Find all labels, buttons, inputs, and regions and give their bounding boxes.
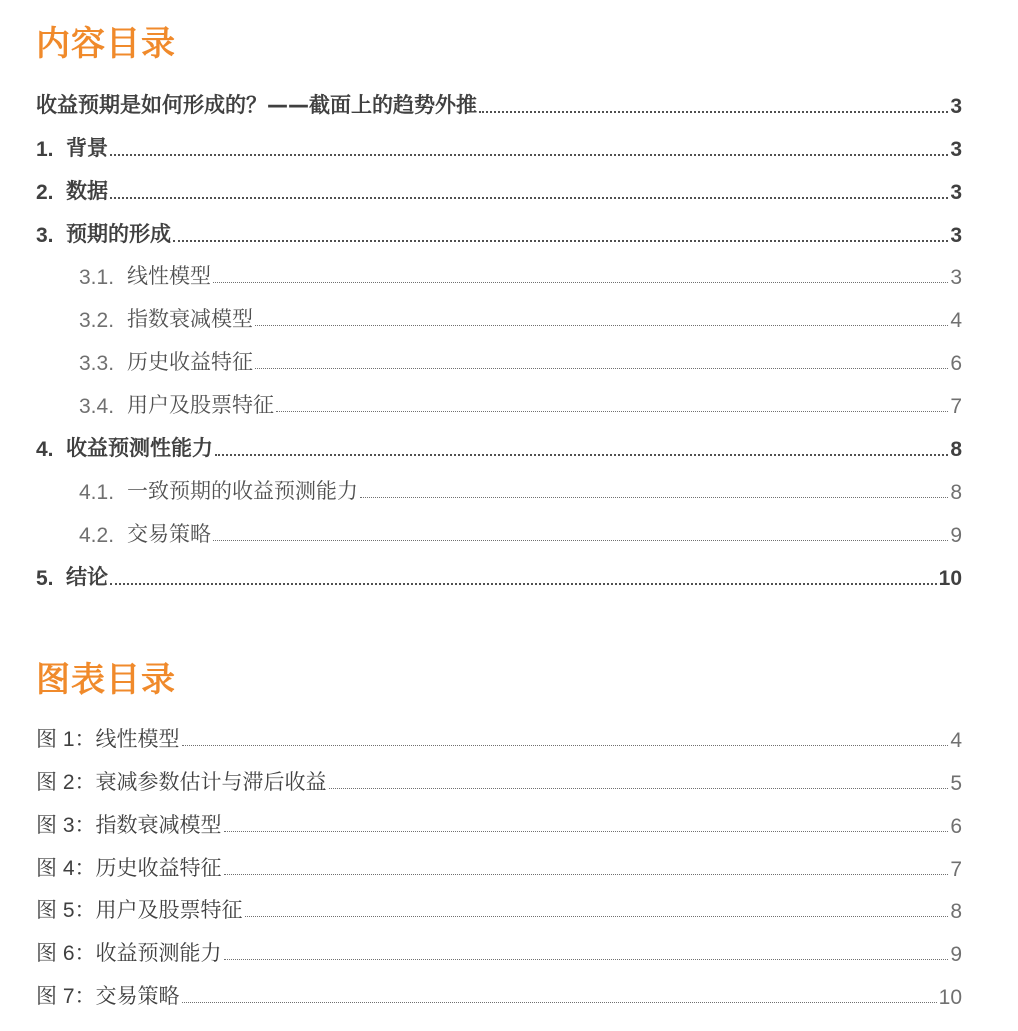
toc-entry-page: 4: [950, 309, 962, 333]
toc-entry-label: 交易策略: [127, 521, 211, 546]
toc-entry-label: 指数衰减模型: [127, 307, 253, 332]
dot-leader: [213, 282, 948, 283]
figures-title: 图表目录: [36, 660, 176, 700]
toc-entry-label: 历史收益特征: [127, 350, 253, 375]
figure-entry[interactable]: [36, 796, 962, 839]
toc-entry-label: 用户及股票特征: [127, 393, 274, 418]
figure-entry[interactable]: [36, 882, 962, 925]
figure-entry-page: 10: [938, 986, 962, 1010]
figure-entry[interactable]: [36, 924, 962, 967]
figures-list: [36, 710, 962, 1010]
dot-leader: [276, 411, 948, 412]
figure-entry-label: 指数衰减模型: [95, 812, 222, 837]
toc-entry-page: 7: [950, 395, 962, 419]
figure-entry-page: 8: [950, 900, 962, 924]
toc-entry-number: 3.1.: [79, 266, 115, 290]
dot-leader: [215, 454, 948, 456]
toc-entry-number: 1.: [36, 137, 54, 161]
toc-entry[interactable]: [36, 548, 962, 591]
figure-entry[interactable]: [36, 967, 962, 1010]
figure-entry-label: 用户及股票特征: [95, 898, 243, 923]
dot-leader: [224, 874, 949, 875]
toc-entry[interactable]: [36, 162, 962, 205]
toc-entry-label: 预期的形成: [66, 221, 171, 246]
dot-leader: [245, 916, 949, 917]
toc-subentry[interactable]: [36, 290, 962, 333]
dot-leader: [182, 745, 949, 746]
dot-leader: [110, 583, 937, 585]
figure-entry-number: 图 2：: [36, 770, 96, 794]
figure-entry-page: 9: [950, 943, 962, 967]
toc-subentry[interactable]: [36, 505, 962, 548]
toc-entry-label: 一致预期的收益预测能力: [127, 478, 358, 503]
dot-leader: [182, 1002, 937, 1003]
figure-entry-label: 衰减参数估计与滞后收益: [95, 769, 327, 794]
toc-subentry[interactable]: [36, 333, 962, 376]
toc-entry-number: 3.: [36, 223, 54, 247]
figure-entry-label: 线性模型: [95, 726, 180, 751]
toc-entry-number: 4.1.: [79, 480, 115, 504]
dot-leader: [255, 368, 948, 369]
toc-entry-page: 3: [950, 223, 962, 247]
figure-entry-page: 5: [950, 771, 962, 795]
toc-entry-label: 线性模型: [127, 264, 211, 289]
figure-entry[interactable]: [36, 710, 962, 753]
toc-entry-page: 3: [950, 137, 962, 161]
dot-leader: [479, 111, 948, 113]
toc-entry-page: 8: [950, 480, 962, 504]
toc-entry-label: 收益预测性能力: [66, 436, 213, 461]
toc-entry-number: 3.2.: [79, 309, 115, 333]
toc-subentry[interactable]: [36, 376, 962, 419]
toc-entry-number: 3.3.: [79, 352, 115, 376]
figure-entry-number: 图 6：: [36, 942, 96, 966]
figure-entry-number: 图 4：: [36, 856, 96, 880]
toc-entry-number: 5.: [36, 566, 54, 590]
toc-entry-label: 背景: [66, 135, 108, 160]
toc-entry-number: 4.: [36, 438, 54, 462]
figure-entry-number: 图 7：: [36, 985, 96, 1009]
toc-entry-page: 3: [950, 94, 962, 118]
toc-entry-label: 数据: [66, 178, 108, 203]
dot-leader: [255, 325, 948, 326]
toc-list: [36, 76, 962, 591]
toc-entry-page: 8: [950, 438, 962, 462]
figure-entry[interactable]: [36, 753, 962, 796]
toc-entry-page: 3: [950, 180, 962, 204]
dot-leader: [360, 497, 948, 498]
dot-leader: [224, 831, 949, 832]
toc-title: 内容目录: [36, 24, 176, 64]
toc-entry[interactable]: [36, 76, 962, 119]
toc-entry-label: 收益预期是如何形成的？——截面上的趋势外推: [36, 92, 477, 117]
toc-entry[interactable]: [36, 419, 962, 462]
dot-leader: [329, 788, 949, 789]
toc-subentry[interactable]: [36, 248, 962, 291]
toc-entry-number: 4.2.: [79, 523, 115, 547]
figure-entry[interactable]: [36, 839, 962, 882]
toc-entry-label: 结论: [66, 564, 108, 589]
toc-entry[interactable]: [36, 119, 962, 162]
figure-entry-label: 收益预测能力: [95, 941, 222, 966]
figure-entry-number: 图 1：: [36, 727, 96, 751]
toc-entry[interactable]: [36, 205, 962, 248]
figure-entry-page: 4: [950, 728, 962, 752]
dot-leader: [110, 197, 948, 199]
toc-entry-page: 6: [950, 352, 962, 376]
toc-entry-page: 9: [950, 523, 962, 547]
figure-entry-label: 历史收益特征: [95, 855, 222, 880]
dot-leader: [173, 240, 948, 242]
dot-leader: [110, 154, 948, 156]
toc-entry-number: 2.: [36, 180, 54, 204]
toc-entry-page: 10: [938, 566, 962, 590]
toc-subentry[interactable]: [36, 462, 962, 505]
figure-entry-number: 图 3：: [36, 813, 96, 837]
figure-entry-label: 交易策略: [95, 984, 180, 1009]
dot-leader: [224, 959, 949, 960]
dot-leader: [213, 540, 948, 541]
figure-entry-page: 7: [950, 857, 962, 881]
figure-entry-number: 图 5：: [36, 899, 96, 923]
toc-entry-page: 3: [950, 266, 962, 290]
figure-entry-page: 6: [950, 814, 962, 838]
toc-entry-number: 3.4.: [79, 395, 115, 419]
